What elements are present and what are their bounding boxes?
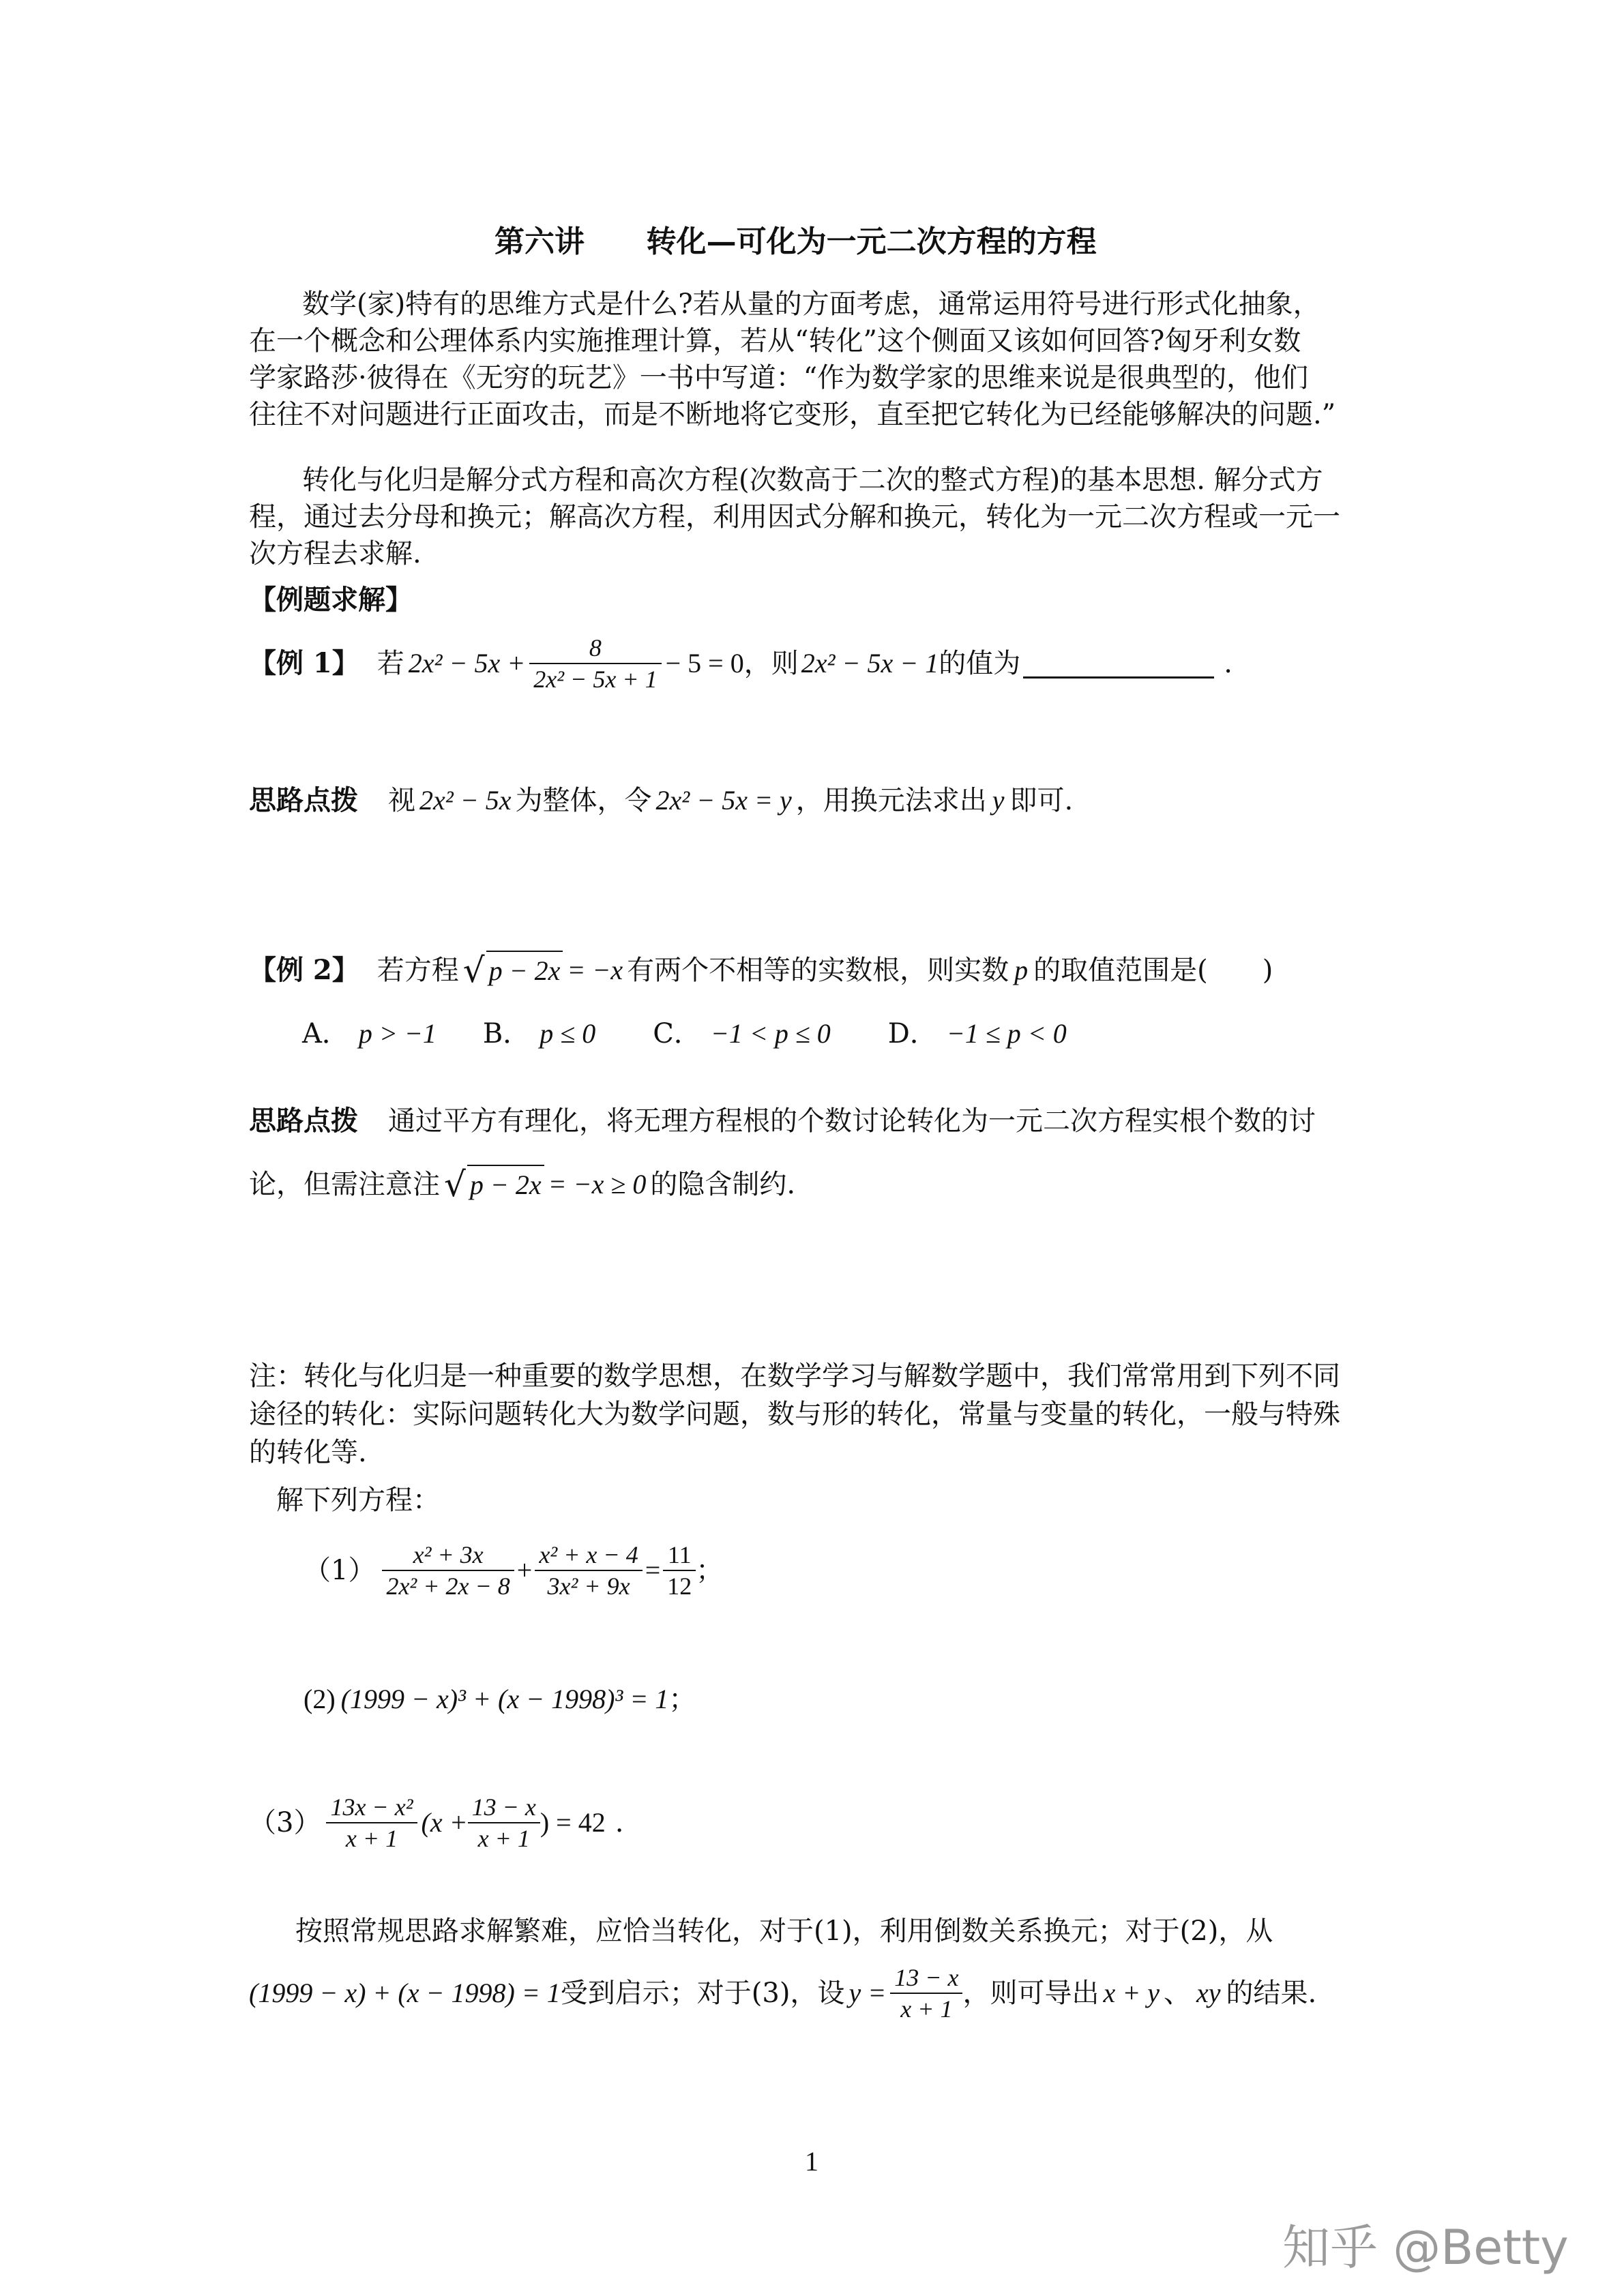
- final-line-2: [249, 1956, 1316, 2031]
- equation-1-frac-2-num: x² + x − 4: [535, 1540, 642, 1571]
- example-2-text-2: 有两个不相等的实数根，则实数: [627, 955, 1009, 986]
- page-number: 1: [805, 2146, 818, 2177]
- example-2-label: 【例 2】: [249, 954, 359, 986]
- intro2-line-2: 程，通过去分母和换元；解高次方程，利用因式分解和换元，转化为一元二次方程或一元一: [249, 501, 1340, 533]
- hint-2-text-2: 论，但需注意注: [249, 1169, 440, 1200]
- hint-1-expr-3: y: [992, 785, 1005, 816]
- answer-blank: [1023, 649, 1214, 679]
- final-text-3: 、: [1163, 1978, 1191, 2009]
- sqrt-icon: √: [444, 1165, 466, 1204]
- example-1-frac-num: 8: [529, 633, 661, 664]
- example-1-pre: 若: [377, 648, 404, 679]
- equation-3: [249, 1785, 623, 1860]
- example-1-fraction: [529, 633, 661, 694]
- note-line-1: 注：转化与化归是一种重要的数学思想，在数学学习与解数学题中，我们常常用到下列不同: [249, 1360, 1340, 1392]
- intro2-line-1: 转化与化归是解分式方程和高次方程(次数高于二次的整式方程)的基本思想. 解分式方: [302, 464, 1323, 496]
- lecture-topic: 转化—可化为一元二次方程的方程: [646, 224, 1097, 259]
- example-2-options: [302, 1015, 1067, 1053]
- final-frac-den: x + 1: [900, 1995, 953, 2023]
- option-a-letter: A．: [302, 1018, 349, 1049]
- intro-line-1: 数学(家)特有的思维方式是什么?若从量的方面考虑，通常运用符号进行形式化抽象，: [302, 288, 1320, 320]
- equation-3-mid-b: ) = 42: [540, 1807, 606, 1838]
- hint-2-text-3: 的隐含制约.: [650, 1169, 796, 1200]
- option-c-expr: −1 < p ≤ 0: [710, 1018, 831, 1049]
- hint-2-label: 思路点拨: [249, 1105, 358, 1137]
- example-1-post: 的值为: [939, 648, 1021, 679]
- example-2-text-1: 若方程: [377, 955, 459, 986]
- final-expr-4: xy: [1196, 1978, 1221, 2008]
- example-1-mid: ，则: [743, 648, 799, 679]
- intro-line-3: 学家路莎·彼得在《无穷的玩艺》一书中写道：“作为数学家的思维来说是很典型的，他们: [249, 362, 1309, 393]
- option-b-letter: B．: [482, 1018, 531, 1049]
- hint-1-expr-2: 2x² − 5x = y: [655, 785, 792, 816]
- equation-2-label: (2): [304, 1684, 336, 1714]
- final-text-2: ，则可导出: [962, 1978, 1099, 2009]
- example-2-expr: = −x: [567, 955, 623, 985]
- note-line-3: 的转化等.: [249, 1437, 367, 1468]
- equation-3-frac-1-den: x + 1: [345, 1825, 398, 1852]
- hint-1-text-2: 为整体，令: [515, 785, 652, 816]
- final-expr-1: (1999 − x) + (x − 1998) = 1: [249, 1978, 561, 2008]
- equation-2-end: ；: [668, 1684, 696, 1715]
- example-1-frac-den: 2x² − 5x + 1: [533, 666, 658, 693]
- option-a-expr: p > −1: [358, 1018, 437, 1049]
- equation-3-end: .: [615, 1807, 624, 1838]
- example-1-expr-c: 2x² − 5x − 1: [801, 648, 939, 679]
- hint-2-expr: = −x ≥ 0: [548, 1169, 647, 1199]
- equation-1-frac-2: [535, 1540, 642, 1601]
- hint-1-text-3: ，用换元法求出: [795, 785, 987, 816]
- equation-1-end: ；: [696, 1555, 724, 1586]
- final-text-1: 受到启示；对于(3)，设: [560, 1978, 845, 2009]
- equation-3-frac-2-num: 13 − x: [468, 1792, 540, 1823]
- equation-3-frac-2: [468, 1792, 540, 1853]
- equation-1-label: （1）: [304, 1555, 376, 1586]
- equation-1-equals: =: [645, 1555, 661, 1585]
- equation-1-frac-3-den: 12: [667, 1572, 692, 1600]
- final-text-4: 的结果.: [1226, 1978, 1317, 2009]
- hint-2-radicand: p − 2x: [467, 1165, 544, 1204]
- final-expr-2: y =: [848, 1978, 887, 2008]
- hint-2-text-1: 通过平方有理化，将无理方程根的个数讨论转化为一元二次方程实根个数的讨: [388, 1105, 1316, 1137]
- example-1-expr-a: 2x² − 5x +: [408, 648, 526, 679]
- option-b-expr: p ≤ 0: [540, 1018, 596, 1049]
- equation-1: [304, 1533, 723, 1608]
- final-line-1: 按照常规思路求解繁难，应恰当转化，对于(1)，利用倒数关系换元；对于(2)，从: [295, 1915, 1273, 1947]
- equation-3-mid-a: (x +: [421, 1807, 468, 1838]
- hint-2-line-2: [249, 1165, 795, 1204]
- example-1: [249, 626, 1232, 701]
- final-fraction: [890, 1963, 962, 2024]
- example-2-text-3: 的取值范围是( ): [1033, 955, 1273, 986]
- option-d-expr: −1 ≤ p < 0: [946, 1018, 1067, 1049]
- equation-3-label: （3）: [249, 1807, 321, 1838]
- hint-1-text-4: 即可.: [1009, 785, 1074, 816]
- page-title: [494, 217, 1097, 260]
- equation-1-frac-2-den: 3x² + 9x: [547, 1572, 630, 1600]
- equation-3-frac-2-den: x + 1: [477, 1825, 530, 1852]
- final-expr-3: x + y: [1103, 1978, 1160, 2008]
- option-c-letter: C．: [653, 1018, 701, 1049]
- watermark: 知乎 @Betty: [1282, 2220, 1569, 2276]
- option-d-letter: D．: [887, 1018, 937, 1049]
- equation-1-frac-1: [382, 1540, 514, 1601]
- example-1-expr-b: − 5 = 0: [665, 648, 744, 679]
- solve-heading: 解下列方程：: [276, 1485, 440, 1516]
- hint-1-expr-1: 2x² − 5x: [419, 785, 512, 816]
- equation-1-frac-1-den: 2x² + 2x − 8: [386, 1572, 510, 1600]
- intro-line-4: 往往不对问题进行正面攻击，而是不断地将它变形，直至把它转化为已经能够解决的问题.”: [249, 399, 1336, 430]
- equation-3-frac-1: [326, 1792, 417, 1853]
- hint-1-label: 思路点拨: [249, 784, 358, 816]
- final-frac-num: 13 − x: [890, 1963, 962, 1994]
- example-2: [249, 951, 1273, 990]
- example-1-end: .: [1224, 648, 1232, 679]
- equation-1-frac-1-num: x² + 3x: [382, 1540, 514, 1571]
- note-line-2: 途径的转化：实际问题转化大为数学问题，数与形的转化，常量与变量的转化，一般与特殊: [249, 1399, 1340, 1430]
- equation-2: [304, 1680, 696, 1718]
- section-heading: 【例题求解】: [249, 584, 413, 616]
- equation-1-plus: +: [516, 1555, 533, 1585]
- equation-2-expr: (1999 − x)³ + (x − 1998)³ = 1: [340, 1684, 669, 1714]
- hint-1: [249, 781, 1073, 820]
- hint-2-line-1: [249, 1102, 1316, 1140]
- example-2-radicand: p − 2x: [486, 951, 563, 990]
- example-1-label: 【例 1】: [249, 647, 359, 679]
- hint-1-text-1: 视: [388, 785, 415, 816]
- equation-1-frac-3: [663, 1540, 696, 1601]
- intro-line-2: 在一个概念和公理体系内实施推理计算，若从“转化”这个侧面又该如何回答?匈牙利女数: [249, 325, 1301, 357]
- lecture-number: 第六讲: [494, 224, 585, 259]
- equation-3-frac-1-num: 13x − x²: [326, 1792, 417, 1823]
- equation-1-frac-3-num: 11: [663, 1540, 696, 1571]
- intro2-line-3: 次方程去求解.: [249, 538, 422, 569]
- sqrt-icon: √: [462, 951, 485, 990]
- example-2-var: p: [1014, 955, 1029, 985]
